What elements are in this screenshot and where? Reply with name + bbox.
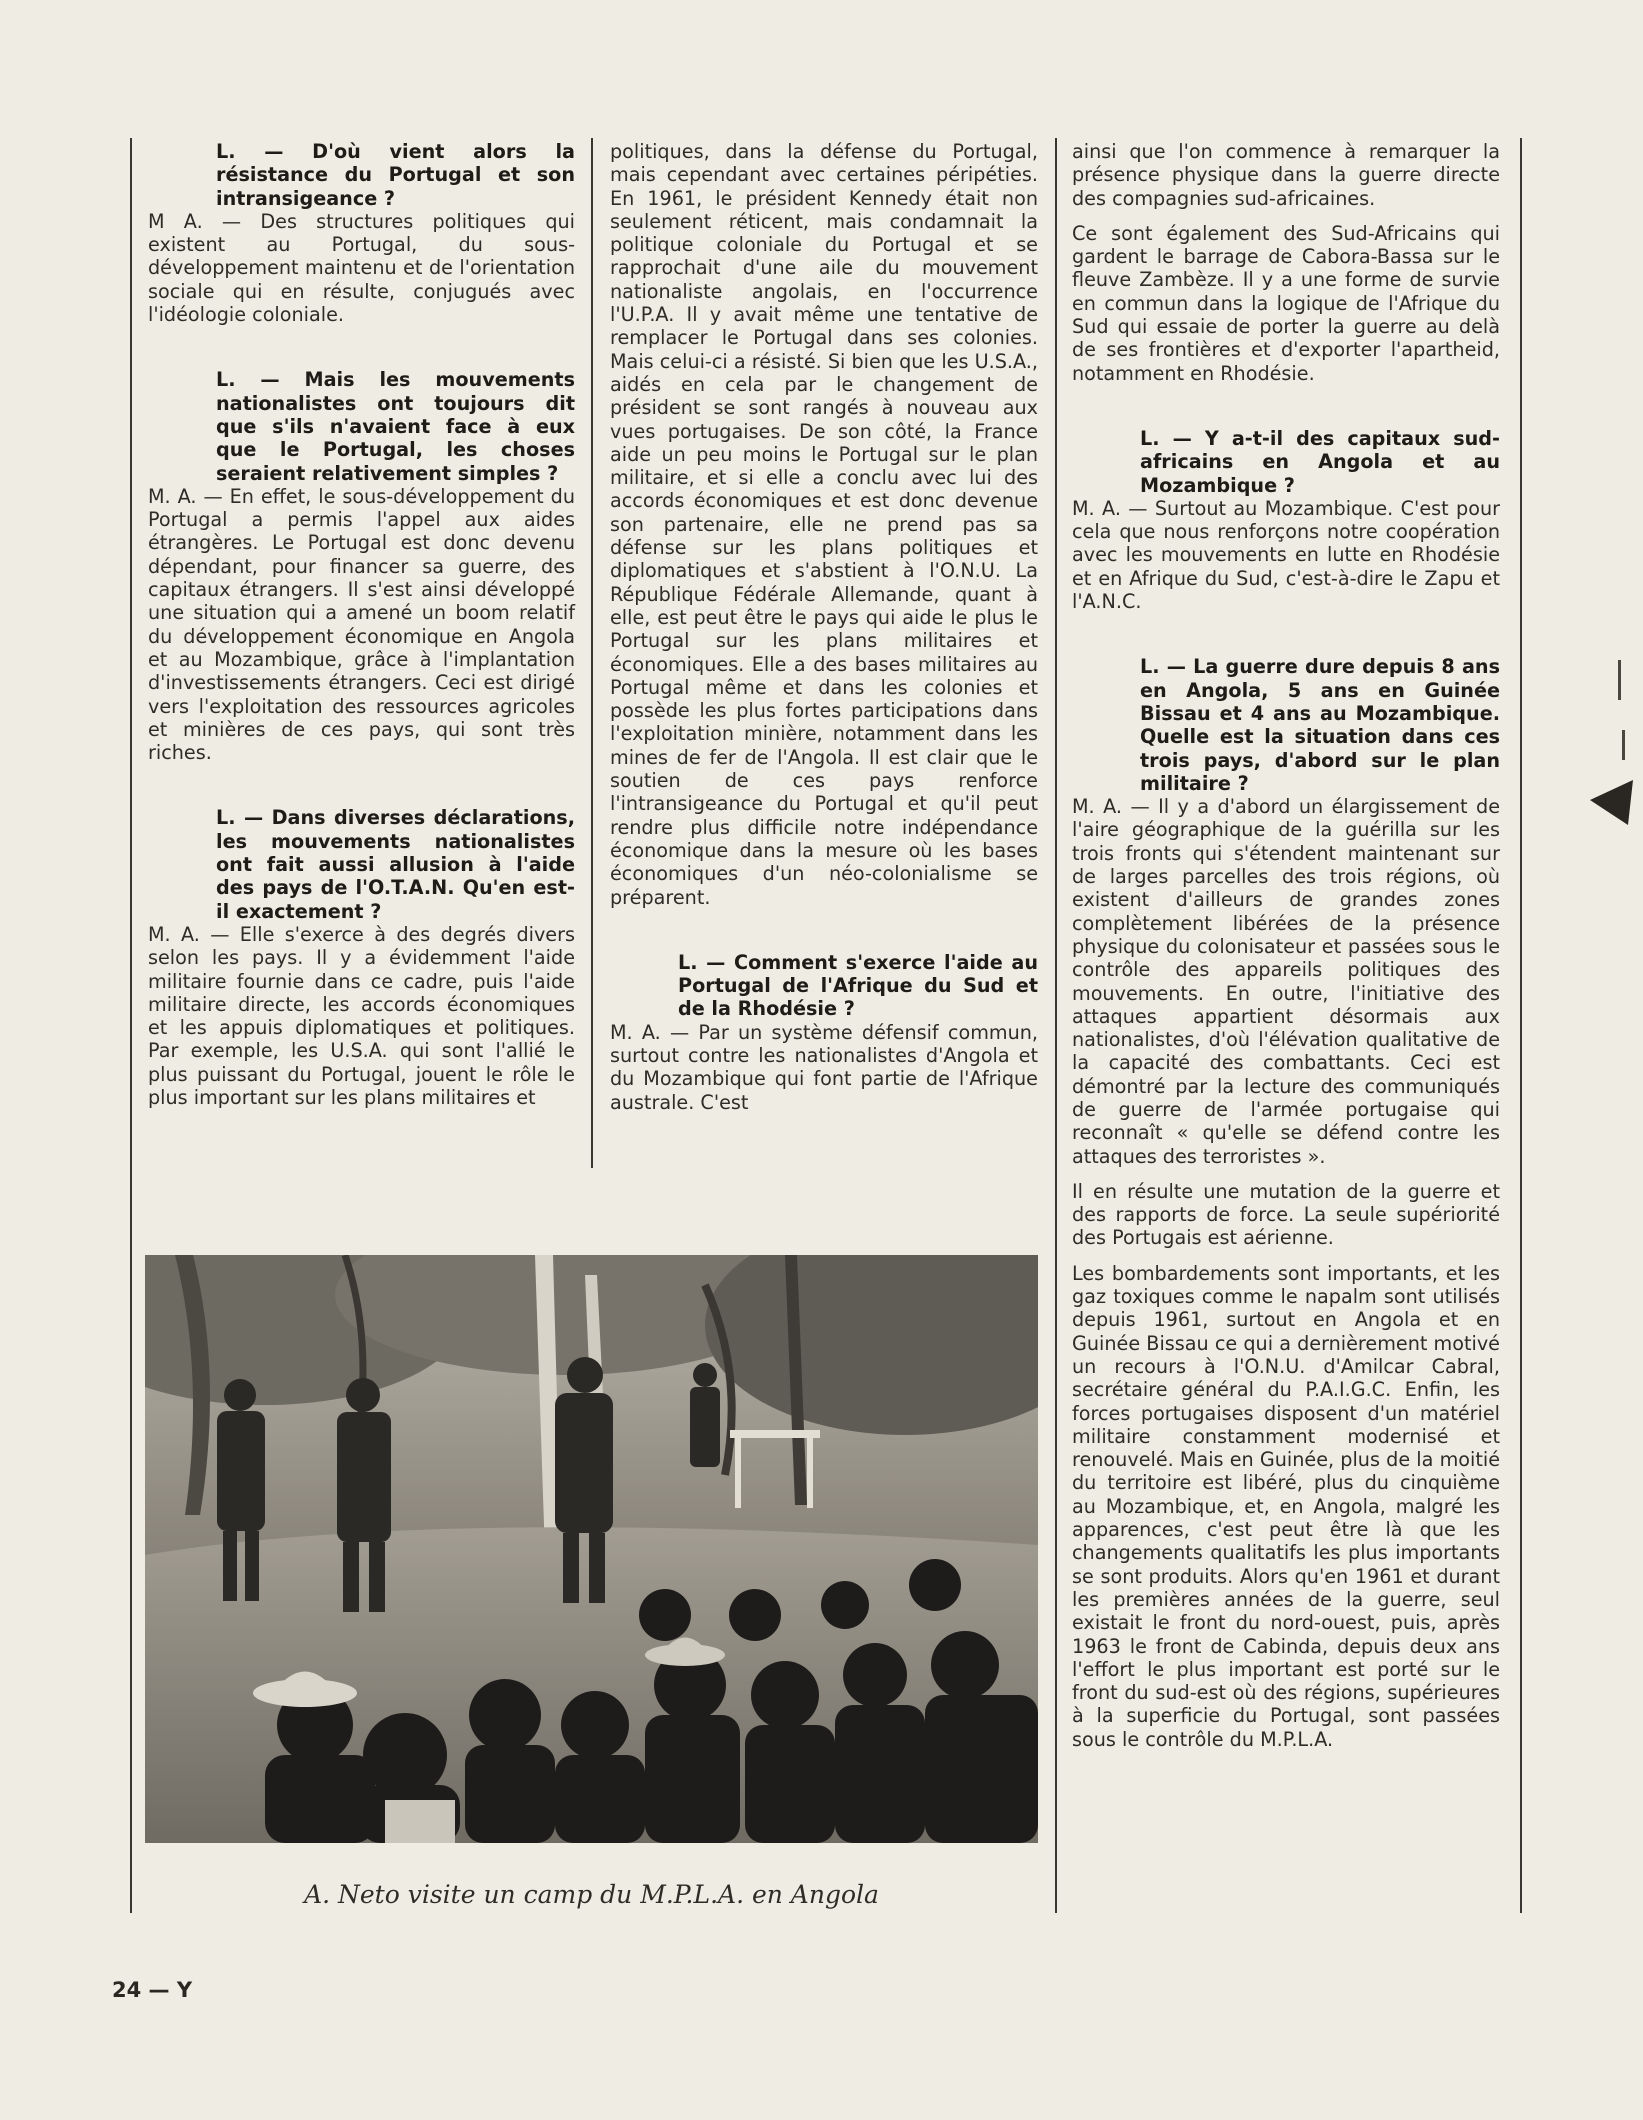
interview-question: L. — Y a-t-il des capitaux sud-africains en Angola et au Mozambique ? (1140, 426, 1500, 497)
column-rule-far-right (1520, 138, 1522, 1913)
interview-question: L. — Comment s'exerce l'aide au Portugal de l'Afrique du Sud et de la Rhodésie ? (678, 950, 1038, 1021)
interview-question: L. — D'où vient alors la résistance du Portugal et son intransigeance ? (216, 140, 575, 210)
news-photo (145, 1255, 1038, 1843)
paragraph: Il en résulte une mutation de la guerre et des rapports de force. La seule supériorité des Portugais est aérienne. (1072, 1179, 1500, 1250)
article-column-2 (610, 140, 1038, 1114)
interview-answer: M. A. — En effet, le sous-développement du Portugal a permis l'appel aux aides étrangères. Le Portugal est donc devenu dépendant, pour financer sa guerre, des capitaux étrangers. Il s'est ainsi développé une situation qui a amené un boom relatif du développement économique en Angola et au Mozambique, grâce à l'implantation d'investissements étrangers. Ceci est dirigé vers l'exploitation des ressources agricoles et minières de ces pays, qui sont très riches. (148, 484, 575, 765)
interview-answer: M. A. — Elle s'exerce à des degrés divers selon les pays. Il y a évidemment l'aide militaire fournie dans ce cadre, puis l'aide militaire directe, les accords économiques et les appuis diplomatiques et politiques. Par exemple, les U.S.A. qui sont l'allié le plus puissant du Portugal, jouent le rôle le plus important sur les plans militaires et (148, 922, 575, 1109)
paragraph: Ce sont également des Sud-Africains qui gardent le barrage de Cabora-Bassa sur le fleuve Zambèze. Il y a une forme de survie en commun dans la logique de l'Afrique du Sud qui essaie de porter la guerre au delà de ses frontières et d'exporter l'apartheid, notamment en Rhodésie. (1072, 221, 1500, 385)
column-rule-left (130, 138, 132, 1913)
column-rule-middle (591, 138, 593, 1168)
interview-answer: M. A. — Il y a d'abord un élargissement de l'aire géographique de la guérilla sur les trois fronts qui s'étendent maintenant sur de larges parcelles des trois régions, où existent d'ailleurs de grandes zones complètement libérées de la présence physique du colonisateur et passées sous le contrôle des appareils politiques des mouvements. En outre, l'initiative des attaques appartient désormais aux nationalistes, d'où l'élévation qualitative de la capacité des combattants. Ceci est démontré par la lecture des communiqués de guerre de l'armée portugaise qui reconnaît « qu'elle se défend contre les attaques des terroristes ». (1072, 795, 1500, 1168)
page-number: 24 — Y (112, 1978, 193, 2002)
interview-answer: M. A. — Par un système défensif commun, surtout contre les nationalistes d'Angola et du Mozambique qui font partie de l'Afrique australe. C'est (610, 1020, 1038, 1114)
interview-question: L. — La guerre dure depuis 8 ans en Angola, 5 ans en Guinée Bissau et 4 ans au Mozambique. Quelle est la situation dans ces trois pays, d'abord sur le plan militaire ? (1140, 655, 1500, 795)
interview-question: L. — Mais les mouvements nationalistes ont toujours dit que s'ils n'avaient face à eux que le Portugal, les choses seraient relativement simples ? (216, 368, 575, 485)
interview-answer: politiques, dans la défense du Portugal, mais cependant avec certaines péripéties. En 1961, le président Kennedy était non seulement réticent, mais condamnait la politique coloniale du Portugal et se rapprochait d'une aile du mouvement nationaliste angolais, en l'occurrence l'U.P.A. Il y avait même une tentative de remplacer le Portugal dans ses colonies. Mais celui-ci a résisté. Si bien que les U.S.A., aidés en cela par le changement de président se sont rangés à nouveau aux vues portugaises. De son côté, la France aide un peu moins le Portugal sur le plan militaire, et si elle a conclu avec lui des accords économiques et est donc devenue son partenaire, elle ne prend pas sa défense sur les plans politiques et diplomatiques et s'abstient à l'O.N.U. La République Fédérale Allemande, quant à elle, est peut être le pays qui aide le plus le Portugal sur les plans militaires et économiques. Elle a des bases militaires au Portugal même et dans les colonies et possède les plus fortes participations dans l'exploitation minière, notamment dans les mines de fer de l'Angola. Il est clair que le soutien de ces pays renforce l'intransigeance du Portugal et qu'il peut rendre plus difficile notre indépendance économique dans la mesure où les bases économiques d'un néo-colonialisme se préparent. (610, 140, 1038, 909)
margin-mark (1588, 650, 1638, 830)
interview-answer: M. A. — Surtout au Mozambique. C'est pour cela que nous renforçons notre coopération avec les mouvements en lutte en Rhodésie et en Afrique du Sud, c'est-à-dire le Zapu et l'A.N.C. (1072, 496, 1500, 614)
photo-illustration (145, 1255, 1038, 1843)
column-rule-right (1055, 138, 1057, 1913)
interview-answer: M A. — Des structures politiques qui existent au Portugal, du sous-développement maintenu et de l'orientation sociale qui en résulte, conjugués avec l'idéologie coloniale. (148, 209, 575, 327)
photo-caption: A. Neto visite un camp du M.P.L.A. en Angola (304, 1880, 879, 1909)
interview-question: L. — Dans diverses déclarations, les mouvements nationalistes ont fait aussi allusion à l'aide des pays de l'O.T.A.N. Qu'en est-il exactement ? (216, 806, 575, 923)
article-column-3 (1072, 140, 1500, 1751)
article-column-1 (148, 140, 575, 1109)
paragraph: Les bombardements sont importants, et les gaz toxiques comme le napalm sont utilisés depuis 1961, surtout en Angola et en Guinée Bissau ce qui a dernièrement motivé un recours à l'O.N.U. d'Amilcar Cabral, secrétaire général du P.A.I.G.C. Enfin, les forces portugaises disposent d'un matériel militaire constamment modernisé et renouvelé. Mais en Guinée, plus de la moitié du territoire est libéré, plus du cinquième au Mozambique, et, en Angola, malgré les apparences, c'est peut être là que les changements qualitatifs les plus importants se sont produits. Alors qu'en 1961 et durant les premières années de la guerre, seul existait le front du nord-ouest, puis, après 1963 le front de Cabinda, depuis deux ans l'effort le plus important est porté sur le front du sud-est où des régions, supérieures à la superficie du Portugal, sont passées sous le contrôle du M.P.L.A. (1072, 1261, 1500, 1751)
interview-answer: ainsi que l'on commence à remarquer la présence physique dans la guerre directe des compagnies sud-africaines. (1072, 140, 1500, 210)
